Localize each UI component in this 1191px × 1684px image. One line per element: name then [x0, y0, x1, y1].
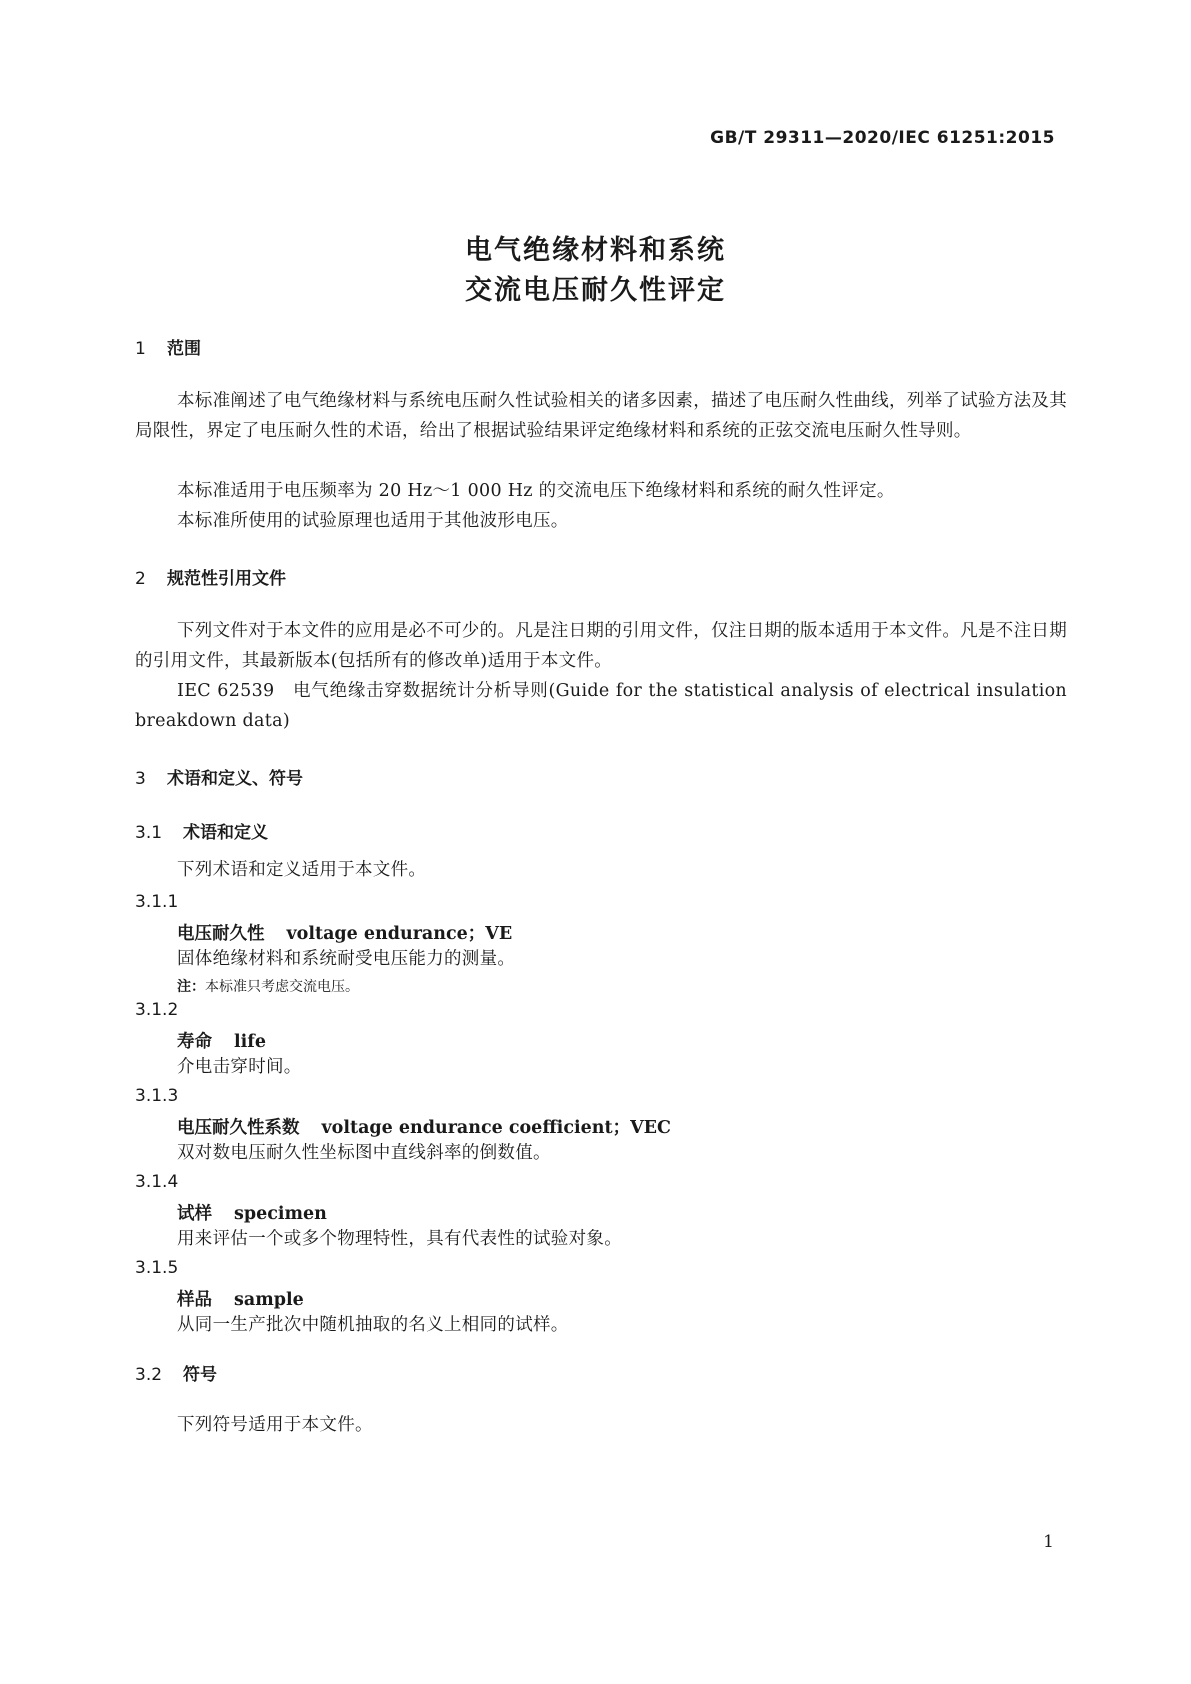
term-number: 3.1.4	[135, 1172, 179, 1192]
term-number: 3.1.1	[135, 892, 179, 912]
page-number: 1	[1043, 1532, 1054, 1552]
section-3-1-heading	[135, 818, 268, 843]
term-number: 3.1.3	[135, 1086, 179, 1106]
standard-code: GB/T 29311—2020/IEC 61251:2015	[710, 128, 1055, 148]
term-zh: 样品	[177, 1290, 212, 1310]
term-heading	[177, 1286, 304, 1311]
section-3-heading	[135, 764, 303, 789]
section-number: 3.1	[135, 823, 163, 843]
term-definition: 介电击穿时间。	[177, 1057, 302, 1077]
section-3-2-heading	[135, 1360, 217, 1385]
section-title: 术语和定义	[183, 823, 268, 843]
section-title: 符号	[183, 1365, 217, 1385]
section-title: 范围	[167, 339, 201, 359]
term-note	[177, 976, 359, 996]
term-zh: 试样	[177, 1204, 212, 1224]
term-heading	[177, 920, 512, 945]
term-en: voltage endurance coefficient；VEC	[321, 1118, 671, 1138]
section-number: 3	[135, 769, 146, 789]
section-1-heading	[135, 334, 201, 359]
term-zh: 寿命	[177, 1032, 212, 1052]
doc-title-line-2: 交流电压耐久性评定	[465, 275, 726, 306]
term-heading	[177, 1114, 671, 1139]
section-1-para-3: 本标准所使用的试验原理也适用于其他波形电压。	[177, 511, 569, 531]
term-heading	[177, 1028, 266, 1053]
term-heading	[177, 1200, 327, 1225]
term-zh: 电压耐久性	[177, 924, 265, 944]
term-definition: 双对数电压耐久性坐标图中直线斜率的倒数值。	[177, 1143, 551, 1163]
section-3-1-intro: 下列术语和定义适用于本文件。	[177, 860, 427, 880]
section-2-reference: IEC 62539 电气绝缘击穿数据统计分析导则(Guide for the statistical analysis of electrical insulation breakdown data)	[135, 681, 1067, 731]
section-1-para-1: 本标准阐述了电气绝缘材料与系统电压耐久性试验相关的诸多因素，描述了电压耐久性曲线，列举了试验方法及其局限性，界定了电压耐久性的术语，给出了根据试验结果评定绝缘材料和系统的正弦交流电压耐久性导则。	[135, 391, 1067, 441]
term-definition: 用来评估一个或多个物理特性，具有代表性的试验对象。	[177, 1229, 622, 1249]
section-title: 术语和定义、符号	[167, 769, 303, 789]
note-label: 注：	[177, 979, 205, 995]
note-text: 本标准只考虑交流电压。	[205, 979, 359, 995]
term-number: 3.1.5	[135, 1258, 179, 1278]
section-title: 规范性引用文件	[167, 569, 286, 589]
doc-title-line-1: 电气绝缘材料和系统	[465, 235, 726, 266]
section-number: 3.2	[135, 1365, 163, 1385]
section-1-para-2: 本标准适用于电压频率为 20 Hz～1 000 Hz 的交流电压下绝缘材料和系统的耐久性评定。	[177, 481, 895, 501]
section-number: 1	[135, 339, 146, 359]
section-number: 2	[135, 569, 146, 589]
section-2-para-1: 下列文件对于本文件的应用是必不可少的。凡是注日期的引用文件，仅注日期的版本适用于本文件。凡是不注日期的引用文件，其最新版本(包括所有的修改单)适用于本文件。	[135, 621, 1067, 671]
term-en: sample	[234, 1290, 304, 1310]
term-definition: 从同一生产批次中随机抽取的名义上相同的试样。	[177, 1315, 569, 1335]
term-number: 3.1.2	[135, 1000, 179, 1020]
term-definition: 固体绝缘材料和系统耐受电压能力的测量。	[177, 949, 516, 969]
term-en: life	[234, 1032, 266, 1052]
section-3-2-intro: 下列符号适用于本文件。	[177, 1415, 373, 1435]
term-en: voltage endurance；VE	[286, 924, 513, 944]
term-en: specimen	[234, 1204, 327, 1224]
section-2-heading	[135, 564, 286, 589]
term-zh: 电压耐久性系数	[177, 1118, 300, 1138]
